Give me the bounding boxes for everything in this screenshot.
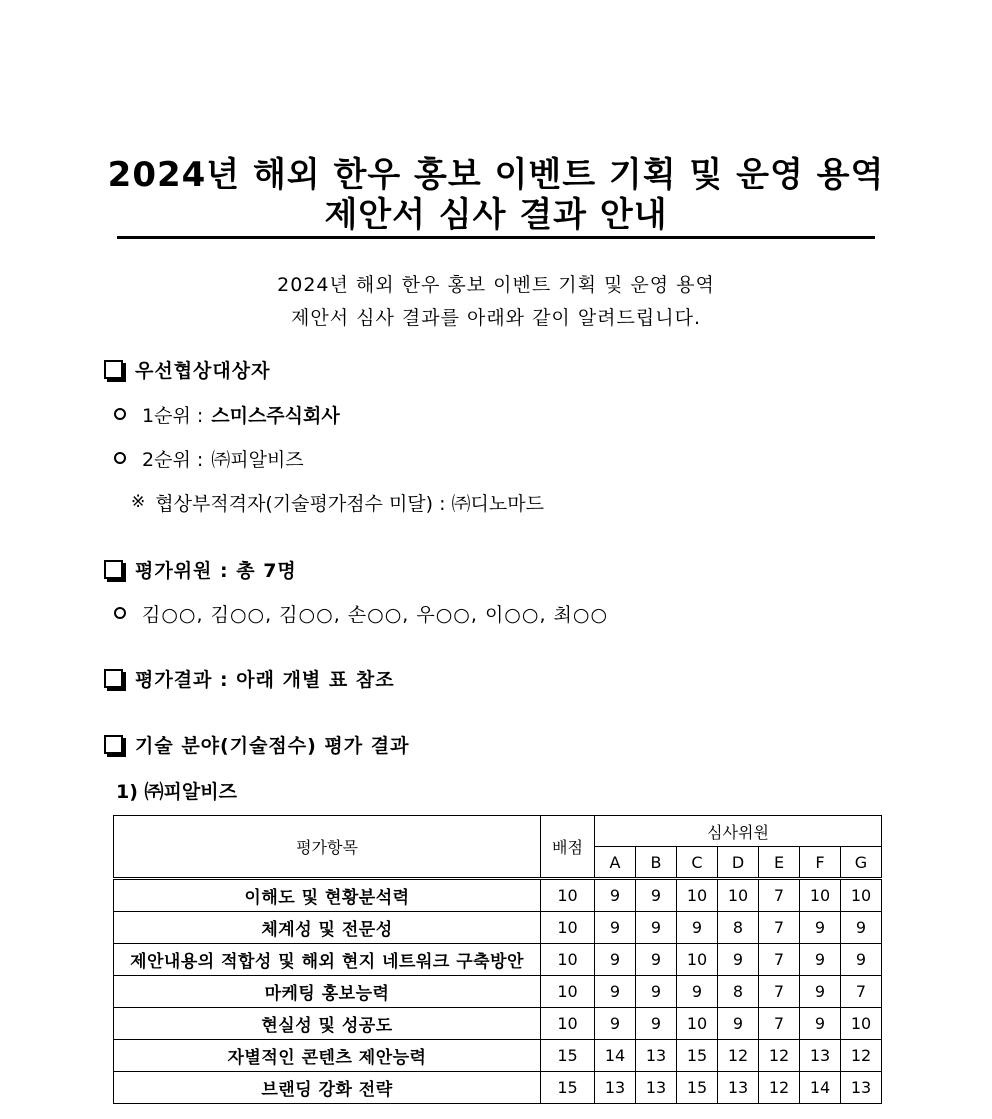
judge-header: E — [759, 847, 800, 879]
score-cell: 7 — [759, 879, 800, 912]
score-cell: 9 — [800, 976, 841, 1008]
score-cell: 9 — [595, 912, 636, 944]
table-row — [114, 1072, 882, 1104]
score-cell: 15 — [677, 1072, 718, 1104]
score-cell: 9 — [718, 944, 759, 976]
score-cell: 10 — [677, 1008, 718, 1040]
score-cell: 13 — [636, 1040, 677, 1072]
title-underline — [117, 236, 875, 239]
header-judges: 심사위원 — [595, 816, 882, 847]
header-item: 평가항목 — [114, 816, 541, 879]
score-cell: 9 — [595, 879, 636, 912]
score-cell: 9 — [841, 944, 882, 976]
rank1-label: 1순위 : — [142, 404, 204, 427]
table-row — [114, 976, 882, 1008]
evaluators-list-item — [114, 600, 608, 626]
row-max-score: 10 — [541, 976, 595, 1008]
judge-header: A — [595, 847, 636, 879]
section-evaluators-heading — [104, 555, 297, 583]
section-technical-label: 기술 분야(기술점수) 평가 결과 — [135, 734, 410, 757]
score-cell: 10 — [800, 879, 841, 912]
row-max-score: 10 — [541, 912, 595, 944]
section-priority-heading — [104, 355, 270, 383]
score-cell: 9 — [718, 1008, 759, 1040]
table-row — [114, 1040, 882, 1072]
score-cell: 9 — [595, 1008, 636, 1040]
score-cell: 9 — [636, 976, 677, 1008]
score-cell: 10 — [718, 879, 759, 912]
header-max: 배점 — [541, 816, 595, 879]
score-cell: 9 — [636, 1008, 677, 1040]
score-cell: 9 — [636, 912, 677, 944]
rank2-label: 2순위 : — [142, 448, 204, 471]
evaluators-list: 김○○, 김○○, 김○○, 손○○, 우○○, 이○○, 최○○ — [142, 603, 609, 626]
section-results-heading — [104, 664, 395, 692]
document-title-line1: 2024년 해외 한우 홍보 이벤트 기획 및 운영 용역 — [107, 155, 885, 195]
score-cell: 9 — [800, 944, 841, 976]
rank2-value: ㈜피알비즈 — [211, 448, 304, 471]
score-cell: 10 — [677, 879, 718, 912]
score-cell: 13 — [718, 1072, 759, 1104]
rank2-item — [114, 445, 304, 471]
row-item-name: 브랜딩 강화 전략 — [114, 1072, 541, 1104]
score-cell: 7 — [759, 912, 800, 944]
row-max-score: 15 — [541, 1040, 595, 1072]
score-cell: 13 — [595, 1072, 636, 1104]
rank1-value: 스미스주식회사 — [211, 404, 340, 427]
score-cell: 12 — [759, 1040, 800, 1072]
score-cell: 7 — [759, 1008, 800, 1040]
row-item-name: 제안내용의 적합성 및 해외 현지 네트워크 구축방안 — [114, 944, 541, 976]
score-cell: 13 — [841, 1072, 882, 1104]
score-cell: 9 — [677, 976, 718, 1008]
score-cell: 8 — [718, 976, 759, 1008]
score-cell: 9 — [841, 912, 882, 944]
checkbox-square-icon — [104, 735, 123, 754]
circle-bullet-icon — [114, 452, 126, 464]
rank1-item — [114, 401, 340, 427]
score-cell: 9 — [595, 976, 636, 1008]
disqualified-note — [131, 489, 544, 515]
score-cell: 8 — [718, 912, 759, 944]
score-cell: 15 — [677, 1040, 718, 1072]
score-cell: 9 — [636, 944, 677, 976]
judge-header: D — [718, 847, 759, 879]
score-cell: 12 — [841, 1040, 882, 1072]
score-cell: 12 — [759, 1072, 800, 1104]
intro-line1: 2024년 해외 한우 홍보 이벤트 기획 및 운영 용역 — [277, 274, 715, 296]
circle-bullet-icon — [114, 607, 126, 619]
score-cell: 13 — [800, 1040, 841, 1072]
score-cell: 10 — [677, 944, 718, 976]
row-item-name: 체계성 및 전문성 — [114, 912, 541, 944]
score-cell: 10 — [841, 879, 882, 912]
score-cell: 14 — [800, 1072, 841, 1104]
intro-line2: 제안서 심사 결과를 아래와 같이 알려드립니다. — [291, 307, 701, 329]
score-cell: 12 — [718, 1040, 759, 1072]
checkbox-square-icon — [104, 669, 123, 688]
score-cell: 9 — [595, 944, 636, 976]
judge-header: C — [677, 847, 718, 879]
table-row — [114, 944, 882, 976]
section-priority-label: 우선협상대상자 — [135, 359, 271, 382]
checkbox-square-icon — [104, 560, 123, 579]
score-cell: 9 — [800, 1008, 841, 1040]
disqualified-text: 협상부적격자(기술평가점수 미달) : ㈜디노마드 — [155, 492, 544, 515]
row-item-name: 마케팅 홍보능력 — [114, 976, 541, 1008]
judge-header: G — [841, 847, 882, 879]
document-title-line2: 제안서 심사 결과 안내 — [324, 195, 668, 235]
section-results-label: 평가결과 : 아래 개별 표 참조 — [135, 668, 395, 691]
score-cell: 9 — [800, 912, 841, 944]
reference-mark-icon: ※ — [131, 492, 146, 512]
score-cell: 9 — [636, 879, 677, 912]
table-row — [114, 879, 882, 912]
table-row — [114, 1008, 882, 1040]
company-subheading: 1) ㈜피알비즈 — [116, 781, 237, 803]
table-row — [114, 912, 882, 944]
row-item-name: 현실성 및 성공도 — [114, 1008, 541, 1040]
score-cell: 13 — [636, 1072, 677, 1104]
circle-bullet-icon — [114, 408, 126, 420]
score-cell: 9 — [677, 912, 718, 944]
row-max-score: 10 — [541, 944, 595, 976]
score-cell: 7 — [841, 976, 882, 1008]
score-cell: 7 — [759, 944, 800, 976]
row-item-name: 이해도 및 현황분석력 — [114, 879, 541, 912]
score-cell: 7 — [759, 976, 800, 1008]
row-max-score: 15 — [541, 1072, 595, 1104]
judge-header: F — [800, 847, 841, 879]
section-technical-heading — [104, 730, 409, 758]
section-evaluators-label: 평가위원 : 총 7명 — [135, 559, 297, 582]
row-item-name: 자별적인 콘텐츠 제안능력 — [114, 1040, 541, 1072]
judge-header: B — [636, 847, 677, 879]
score-cell: 10 — [841, 1008, 882, 1040]
score-cell: 14 — [595, 1040, 636, 1072]
row-max-score: 10 — [541, 1008, 595, 1040]
score-table — [113, 815, 882, 1104]
checkbox-square-icon — [104, 360, 123, 379]
row-max-score: 10 — [541, 879, 595, 912]
